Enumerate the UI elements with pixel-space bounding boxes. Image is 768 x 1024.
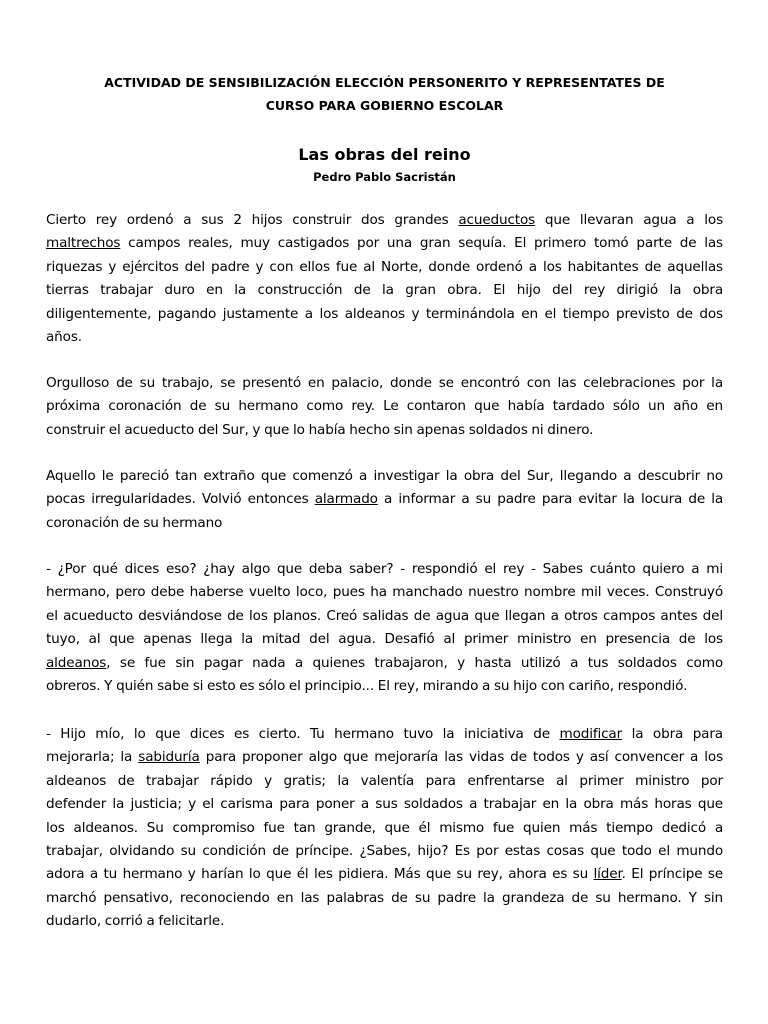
underlined-keyword: aldeanos [46,654,107,671]
underlined-keyword: acueductos [458,212,536,228]
text-segment: campos reales, muy castigados por una gran sequía. El primero tomó parte de las [120,235,723,252]
text-segment: la obra para [622,726,723,742]
paragraph-line [46,256,723,279]
text-segment: pocas irregularidades. Volvió entonces [46,491,315,508]
paragraph-line [46,817,723,840]
paragraph-line [46,558,723,581]
text-segment: defender la justicia; y el carisma para poner a sus soldados a trabajar en la obra más horas que [46,796,723,813]
paragraph-line [46,326,723,349]
text-segment: construir el acueducto del Sur, y que lo había hecho sin apenas soldados ni dinero. [46,421,594,438]
text-segment: hermano, pero debe haberse vuelto loco, pues ha manchado nuestro nombre mil veces. Construyó [46,584,723,601]
text-segment: tierras trabajar duro en la construcción de la gran obra. El hijo del rey dirigió la obra [46,282,723,299]
paragraph-line [46,793,723,816]
paragraph-line [46,723,723,746]
paragraph-line [46,605,723,628]
paragraph-line [46,395,723,418]
text-segment: Aquello le pareció tan extraño que comenzó a investigar la obra del Sur, llegando a descubrir no [46,468,723,484]
paragraph-line [46,303,723,326]
paragraph-line [46,628,723,651]
paragraph-2 [46,372,723,442]
paragraph-4 [46,558,723,698]
text-segment: el acueducto desviándose de los planos. Creó salidas de agua que llegan a otros campos antes del [46,607,723,624]
text-segment: marchó pensativo, reconociendo en las palabras de su padre la grandeza de su hermano. Y sin [46,889,723,906]
text-segment: mejorarla; la [46,749,139,766]
text-segment: tuyo, al que apenas llega la mitad del agua. Desafió al primer ministro en presencia de los [46,631,723,648]
text-segment: aldeanos de trabajar rápido y gratis; la valentía para enfrentarse al primer ministro por [46,772,723,789]
text-segment: . El príncipe se [621,866,723,883]
underlined-keyword: líder [593,866,622,883]
text-segment: los aldeanos. Su compromiso fue tan grande, que él mismo fue quien más tiempo dedicó a [46,819,723,836]
text-segment: a informar a su padre para evitar la locura de la [377,491,724,508]
paragraph-line [46,770,723,793]
text-segment: años. [46,328,82,345]
text-segment: , se fue sin pagar nada a quienes trabajaron, y hasta utilizó a tus soldados como [106,654,723,671]
paragraph-line [46,209,723,232]
paragraph-line [46,840,723,863]
paragraph-line [46,372,723,395]
text-segment: adora a tu hermano y harían lo que él les pidiera. Más que su rey, ahora es su [46,866,594,883]
paragraph-line [46,910,723,933]
text-segment: para proponer algo que mejoraría las vidas de todos y así convencer a los [199,749,723,766]
text-segment: que llevaran agua a los [535,212,723,228]
paragraph-line [46,465,723,488]
paragraph-line [46,419,723,442]
text-segment: próxima coronación de su hermano como rey. Le contaron que había tardado sólo un año en [46,398,723,415]
paragraph-line [46,488,723,511]
text-segment: dudarlo, corrió a felicitarle. [46,913,225,930]
text-segment: trabajar, olvidando su condición de príncipe. ¿Sabes, hijo? Es por estas cosas que todo el mundo [46,842,723,859]
underlined-keyword: sabiduría [138,749,200,766]
text-segment: riquezas y ejércitos del padre y con ellos fue al Norte, donde ordenó a los habitantes de aquellas [46,258,723,275]
paragraph-line [46,232,723,255]
paragraph-line [46,652,723,675]
paragraph-3 [46,465,723,535]
text-segment: Cierto rey ordenó a sus 2 hijos construir dos grandes [46,212,459,228]
text-segment: - Hijo mío, lo que dices es cierto. Tu hermano tuvo la iniciativa de [46,726,560,742]
underlined-keyword: modificar [559,726,623,742]
text-segment: - ¿Por qué dices eso? ¿hay algo que deba saber? - respondió el rey - Sabes cuánto quiero a mi [46,561,723,577]
paragraph-1 [46,209,723,349]
paragraph-line [46,675,723,698]
text-segment: coronación de su hermano [46,514,223,531]
paragraph-line [46,746,723,769]
story-title: Las obras del reino [298,145,471,164]
text-segment: obreros. Y quién sabe si esto es sólo el principio... El rey, mirando a su hijo con cariño, respondió. [46,677,688,694]
paragraph-line [46,887,723,910]
story-author: Pedro Pablo Sacristán [313,170,456,184]
paragraph-line [46,581,723,604]
document-header-line-1: ACTIVIDAD DE SENSIBILIZACIÓN ELECCIÓN PERSONERITO Y REPRESENTATES DE [104,75,665,90]
text-segment: diligentemente, pagando justamente a los aldeanos y terminándola en el tiempo previsto de dos [46,305,723,322]
paragraph-5 [46,723,723,934]
paragraph-line [46,279,723,302]
underlined-keyword: maltrechos [46,235,121,252]
text-segment: Orgulloso de su trabajo, se presentó en palacio, donde se encontró con las celebraciones por la [46,375,723,391]
paragraph-line [46,512,723,535]
paragraph-line [46,863,723,886]
document-header-line-2: CURSO PARA GOBIERNO ESCOLAR [265,98,504,113]
underlined-keyword: alarmado [314,491,378,508]
